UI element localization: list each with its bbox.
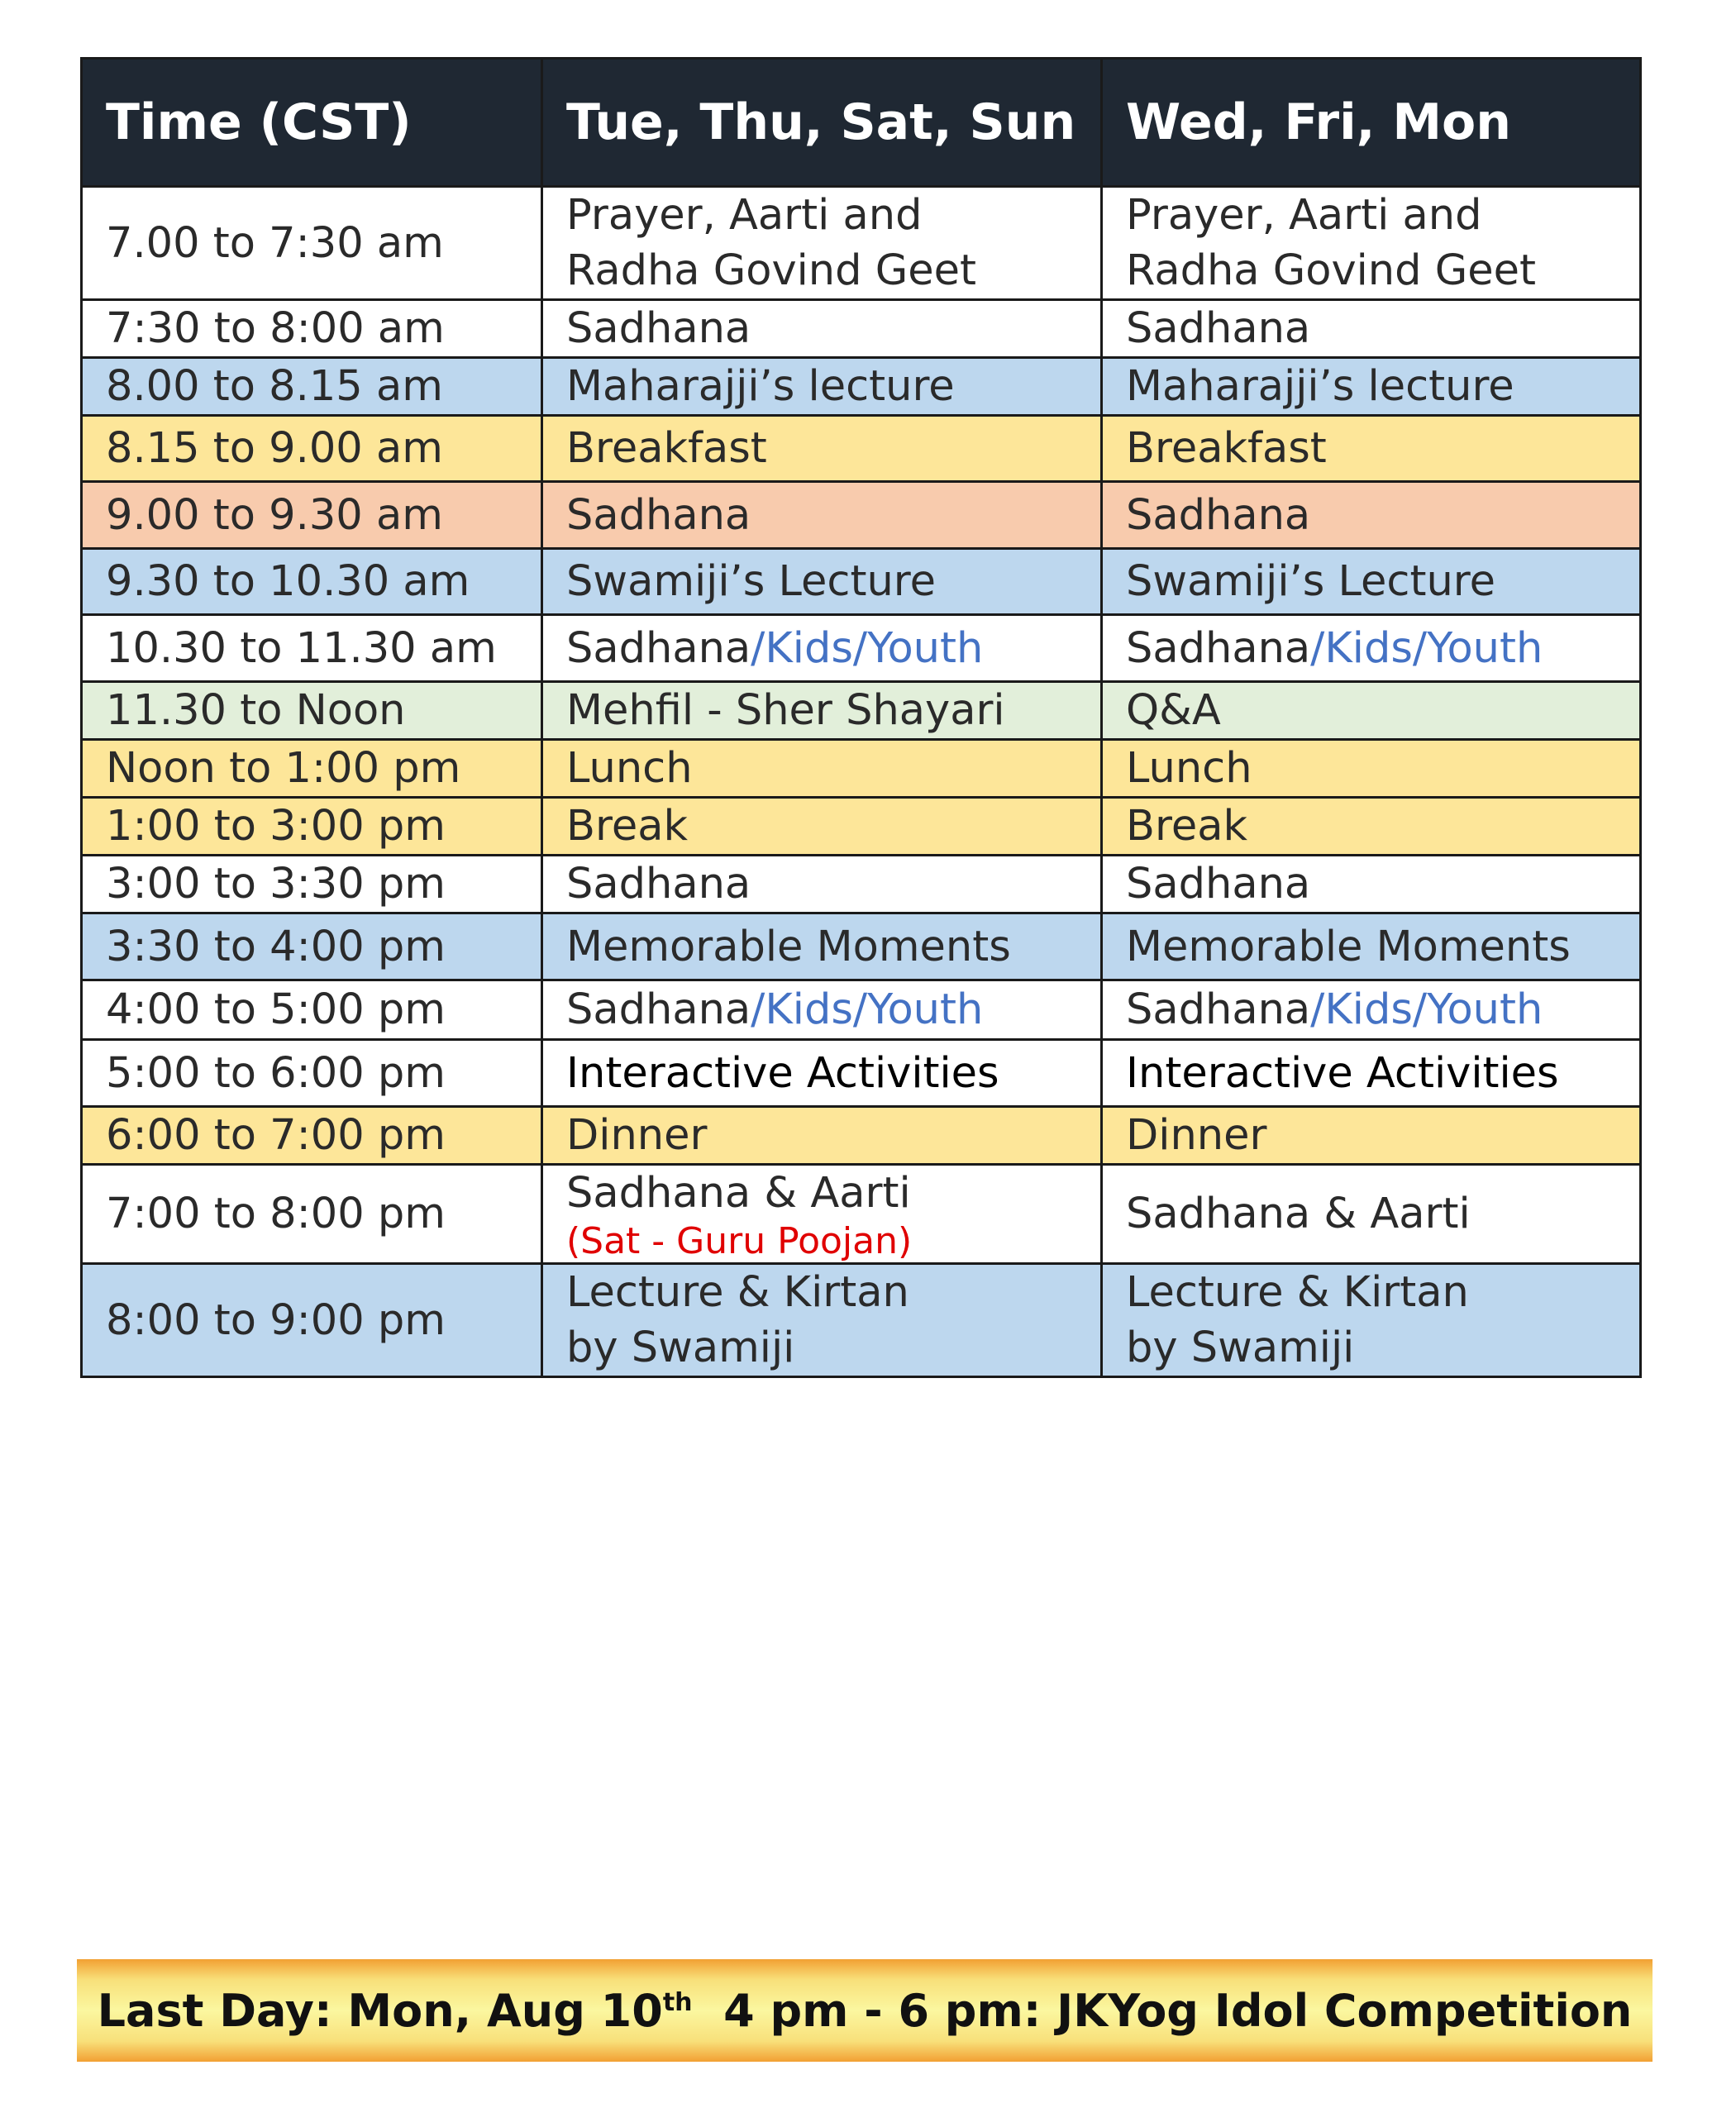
time-cell: 5:00 to 6:00 pm [82,1040,542,1107]
activity-cell [542,615,1102,682]
activity-main: Sadhana [566,623,751,673]
activity-cell: Swamiji’s Lecture [542,549,1102,615]
last-day-text [98,1985,1633,2037]
activity-cell [1102,1264,1641,1377]
table-row [82,187,1641,300]
time-cell: 6:00 to 7:00 pm [82,1107,542,1165]
activity-cell [542,187,1102,300]
activity-cell: Dinner [542,1107,1102,1165]
header-row [82,59,1641,187]
time-cell: 9.00 to 9.30 am [82,482,542,549]
banner-event: 4 pm - 6 pm: JKYog Idol Competition [692,1984,1633,2037]
activity-main: Sadhana [566,985,751,1034]
time-cell: 9.30 to 10.30 am [82,549,542,615]
table-row [82,549,1641,615]
activity-main: Sadhana [1126,985,1311,1034]
activity-cell [1102,615,1641,682]
header-tue-thu-sat-sun: Tue, Thu, Sat, Sun [542,59,1102,187]
activity-line: by Swamiji [566,1323,795,1372]
time-cell: 1:00 to 3:00 pm [82,798,542,856]
time-cell: 4:00 to 5:00 pm [82,980,542,1040]
activity-cell: Sadhana [1102,300,1641,358]
table-row [82,913,1641,980]
activity-cell: Sadhana [542,300,1102,358]
activity-cell [542,1165,1102,1264]
activity-cell: Memorable Moments [542,913,1102,980]
activity-line: Prayer, Aarti and [1126,191,1482,240]
table-row [82,1040,1641,1107]
activity-cell: Maharajji’s lecture [1102,358,1641,416]
table-row [82,482,1641,549]
time-cell: 3:30 to 4:00 pm [82,913,542,980]
activity-cell: Memorable Moments [1102,913,1641,980]
time-cell: 7:30 to 8:00 am [82,300,542,358]
table-row [82,1264,1641,1377]
activity-cell [542,980,1102,1040]
time-cell: Noon to 1:00 pm [82,740,542,798]
activity-cell: Sadhana [1102,482,1641,549]
activity-cell [1102,187,1641,300]
banner-date: Last Day: Mon, Aug 10 [97,1984,663,2037]
activity-cell: Swamiji’s Lecture [1102,549,1641,615]
activity-cell: Lunch [542,740,1102,798]
table-row [82,358,1641,416]
activity-cell: Breakfast [542,416,1102,482]
header-wed-fri-mon: Wed, Fri, Mon [1102,59,1641,187]
kids-youth-label: /Kids/Youth [1310,985,1543,1034]
table-row [82,1107,1641,1165]
time-cell: 7.00 to 7:30 am [82,187,542,300]
activity-cell: Sadhana [542,856,1102,913]
table-row [82,980,1641,1040]
activity-main: Sadhana & Aarti [566,1169,911,1218]
activity-cell: Dinner [1102,1107,1641,1165]
activity-cell: Interactive Activities [1102,1040,1641,1107]
sat-guru-poojan-note: (Sat - Guru Poojan) [566,1220,913,1262]
activity-line: Lecture & Kirtan [566,1268,909,1317]
table-row [82,416,1641,482]
kids-youth-label: /Kids/Youth [1310,623,1543,673]
activity-cell: Break [1102,798,1641,856]
activity-main: Sadhana [1126,623,1311,673]
activity-cell: Sadhana [1102,856,1641,913]
activity-line: Prayer, Aarti and [566,191,923,240]
activity-cell: Q&A [1102,682,1641,740]
time-cell: 11.30 to Noon [82,682,542,740]
activity-cell: Sadhana & Aarti [1102,1165,1641,1264]
schedule-table [80,57,1642,1378]
header-time: Time (CST) [82,59,542,187]
activity-cell: Mehfil - Sher Shayari [542,682,1102,740]
time-cell: 10.30 to 11.30 am [82,615,542,682]
time-cell: 8.00 to 8.15 am [82,358,542,416]
activity-cell: Lunch [1102,740,1641,798]
activity-cell [1102,980,1641,1040]
table-row [82,615,1641,682]
last-day-banner [77,1959,1653,2062]
banner-ordinal-suffix: th [662,1987,693,2017]
table-row [82,740,1641,798]
table-row [82,682,1641,740]
activity-line: Radha Govind Geet [566,246,976,295]
activity-line: Lecture & Kirtan [1126,1268,1469,1317]
activity-cell: Maharajji’s lecture [542,358,1102,416]
activity-cell: Sadhana [542,482,1102,549]
table-row [82,300,1641,358]
time-cell: 8.15 to 9.00 am [82,416,542,482]
kids-youth-label: /Kids/Youth [751,985,984,1034]
activity-line: Radha Govind Geet [1126,246,1536,295]
activity-cell: Interactive Activities [542,1040,1102,1107]
table-row [82,798,1641,856]
activity-cell: Break [542,798,1102,856]
table-row [82,856,1641,913]
time-cell: 3:00 to 3:30 pm [82,856,542,913]
activity-cell [542,1264,1102,1377]
time-cell: 7:00 to 8:00 pm [82,1165,542,1264]
kids-youth-label: /Kids/Youth [751,623,984,673]
time-cell: 8:00 to 9:00 pm [82,1264,542,1377]
activity-line: by Swamiji [1126,1323,1355,1372]
table-row [82,1165,1641,1264]
activity-cell: Breakfast [1102,416,1641,482]
